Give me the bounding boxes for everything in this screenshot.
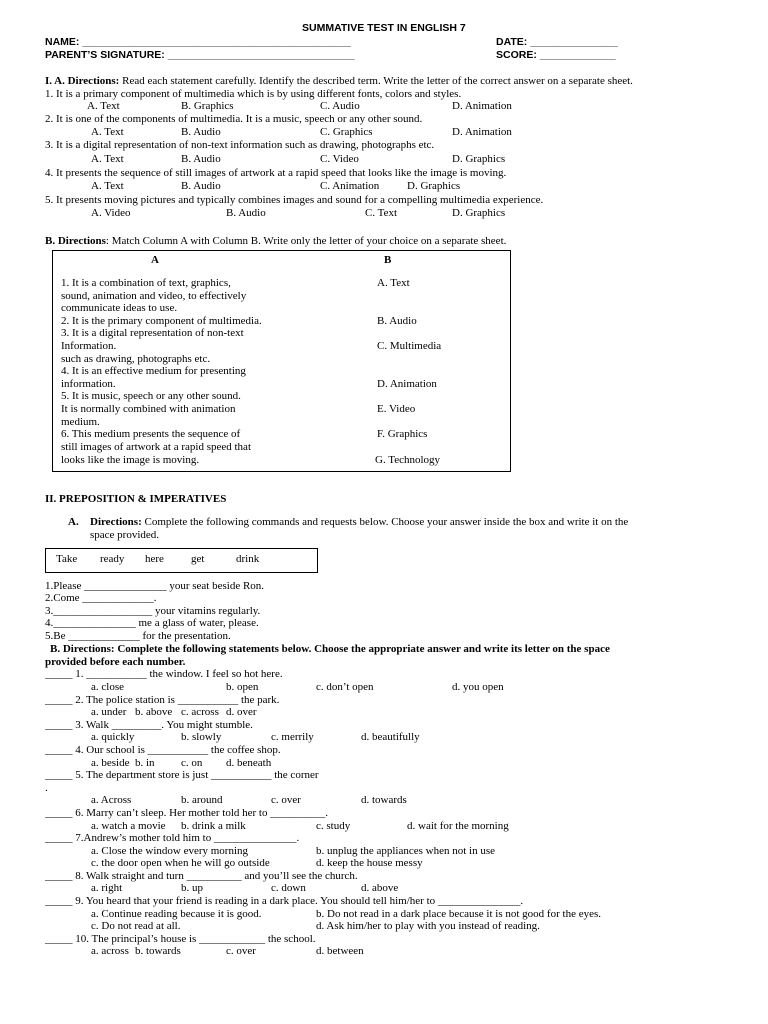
column-b-item: B. Audio <box>377 315 417 327</box>
option: B. Audio <box>181 126 221 138</box>
option: a. beside <box>91 757 130 769</box>
option: a. watch a movie <box>91 820 166 832</box>
option: B. Audio <box>181 180 221 192</box>
statement: _____ 1. ___________ the window. I feel so hot here. <box>45 668 283 680</box>
part1b-directions-text: : Match Column A with Column B. Write only the letter of your choice on a separate sheet. <box>105 235 507 247</box>
column-a-line: 2. It is the primary component of multimedia. <box>61 315 262 327</box>
part2b-directions-cont: provided before each number. <box>45 656 186 668</box>
column-a-line: such as drawing, photographs etc. <box>61 353 211 365</box>
part1a-heading: I. A. Directions: <box>45 75 120 87</box>
option: B. Audio <box>226 207 266 219</box>
column-a-line: 6. This medium presents the sequence of <box>61 428 241 440</box>
statement: _____ 6. Marry can’t sleep. Her mother told her to __________. <box>45 807 328 819</box>
option: C. Video <box>320 153 359 165</box>
option: c. the door open when he will go outside <box>91 857 270 869</box>
option: b. unplug the appliances when not in use <box>316 845 496 857</box>
part2a-directions-cont: space provided. <box>90 529 160 541</box>
part2b-heading: B. Directions <box>50 643 111 655</box>
part2b-directions <box>50 643 610 656</box>
option: b. up <box>181 882 203 894</box>
option: B. Graphics <box>181 100 234 112</box>
column-a-header: A <box>151 254 159 266</box>
option: d. keep the house messy <box>316 857 423 869</box>
word-box <box>45 548 318 573</box>
statement-cont: . <box>45 782 48 794</box>
column-a-line: 1. It is a combination of text, graphics, <box>61 277 231 289</box>
statement: _____ 4. Our school is ___________ the coffee shop. <box>45 744 281 756</box>
option: c. down <box>271 882 306 894</box>
option: a. quickly <box>91 731 135 743</box>
word-choice: drink <box>236 553 260 565</box>
word-choice: Take <box>56 553 78 565</box>
column-b-item: F. Graphics <box>377 428 428 440</box>
column-a-line: It is normally combined with animation <box>61 403 236 415</box>
fill-item: 3.__________________ your vitamins regularly. <box>45 605 261 617</box>
option: d. wait for the morning <box>407 820 509 832</box>
column-a-line: still images of artwork at a rapid speed that <box>61 441 251 453</box>
part1b-heading: B. Directions <box>45 235 106 247</box>
option: b. Do not read in a dark place because it is not good for the eyes. <box>316 908 601 920</box>
column-b-item: C. Multimedia <box>377 340 442 352</box>
question: 3. It is a digital representation of non-text information such as drawing, photographs etc. <box>45 139 435 151</box>
option: b. in <box>135 757 155 769</box>
option: C. Audio <box>320 100 360 112</box>
option: B. Audio <box>181 153 221 165</box>
page-title: SUMMATIVE TEST IN ENGLISH 7 <box>302 22 466 34</box>
option: c. don’t open <box>316 681 374 693</box>
option: A. Video <box>91 207 131 219</box>
option: D. Graphics <box>407 180 461 192</box>
option: c. over <box>226 945 256 957</box>
option: c. across <box>181 706 219 718</box>
column-a-line: communicate ideas to use. <box>61 302 178 314</box>
part1a-directions <box>45 75 633 88</box>
column-a-line: sound, animation and video, to effectively <box>61 290 247 302</box>
option: b. drink a milk <box>181 820 246 832</box>
option: c. merrily <box>271 731 314 743</box>
column-b-item: A. Text <box>377 277 410 289</box>
part2-heading: II. PREPOSITION & IMPERATIVES <box>45 493 227 505</box>
option: d. Ask him/her to play with you instead of reading. <box>316 920 540 932</box>
option: d. beneath <box>226 757 272 769</box>
option: d. above <box>361 882 399 894</box>
option: b. around <box>181 794 223 806</box>
part2a-directions-text: Complete the following commands and requests below. Choose your answer inside the box and write it on the <box>141 516 629 528</box>
column-b-item: D. Animation <box>377 378 437 390</box>
column-a-line: Information. <box>61 340 117 352</box>
option: C. Animation <box>320 180 380 192</box>
statement: _____ 2. The police station is ___________ the park. <box>45 694 280 706</box>
name-field: NAME: ______________________________________________ <box>45 36 351 48</box>
fill-item: 4._______________ me a glass of water, please. <box>45 617 259 629</box>
option: D. Animation <box>452 100 512 112</box>
word-choice: here <box>145 553 164 565</box>
option: b. open <box>226 681 259 693</box>
question: 4. It presents the sequence of still images of artwork at a rapid speed that looks like the image is moving. <box>45 167 507 179</box>
word-choice: ready <box>100 553 125 565</box>
score-field: SCORE: _____________ <box>496 49 616 61</box>
question: 5. It presents moving pictures and typically combines images and sound for a compelling multimedia experience. <box>45 194 544 206</box>
option: D. Animation <box>452 126 512 138</box>
part2b-directions-text: : Complete the following statements below. Choose the appropriate answer and write its letter on the space <box>110 643 610 655</box>
option: c. study <box>316 820 351 832</box>
question: 1. It is a primary component of multimedia which is by using different fonts, colors and styles. <box>45 88 462 100</box>
option: D. Graphics <box>452 207 506 219</box>
statement: _____ 8. Walk straight and turn __________ and you’ll see the church. <box>45 870 358 882</box>
fill-item: 5.Be _____________ for the presentation. <box>45 630 231 642</box>
option: A. Text <box>91 153 124 165</box>
fill-item: 1.Please _______________ your seat beside Ron. <box>45 580 265 592</box>
question: 2. It is one of the components of multimedia. It is a music, speech or any other sound. <box>45 113 423 125</box>
date-field: DATE: _______________ <box>496 36 618 48</box>
option: b. above <box>135 706 173 718</box>
option: a. across <box>91 945 129 957</box>
option: a. Continue reading because it is good. <box>91 908 262 920</box>
statement: _____ 3. Walk _________. You might stumble. <box>45 719 253 731</box>
column-a-line: looks like the image is moving. <box>61 454 200 466</box>
option: d. between <box>316 945 364 957</box>
column-a-line: 4. It is an effective medium for presenting <box>61 365 246 377</box>
fill-item: 2.Come _____________. <box>45 592 157 604</box>
option: a. close <box>91 681 124 693</box>
option: c. over <box>271 794 301 806</box>
part2a-directions <box>90 516 628 529</box>
option: b. slowly <box>181 731 222 743</box>
column-a-line: 3. It is a digital representation of non-text <box>61 327 244 339</box>
signature-field: PARENT’S SIGNATURE: ________________________________ <box>45 49 355 61</box>
option: a. Across <box>91 794 132 806</box>
option: d. you open <box>452 681 504 693</box>
option: d. beautifully <box>361 731 420 743</box>
option: a. Close the window every morning <box>91 845 249 857</box>
option: c. on <box>181 757 203 769</box>
statement: _____ 7.Andrew’s mother told him to _______________. <box>45 832 300 844</box>
option: a. under <box>91 706 127 718</box>
column-b-item: G. Technology <box>375 454 441 466</box>
option: d. towards <box>361 794 407 806</box>
option: d. over <box>226 706 257 718</box>
part2a-heading: Directions: <box>90 516 142 528</box>
option: A. Text <box>91 126 124 138</box>
option: A. Text <box>87 100 120 112</box>
statement: _____ 5. The department store is just ___________ the corner <box>45 769 319 781</box>
part2a-label: A. <box>68 516 79 528</box>
option: b. towards <box>135 945 181 957</box>
option: c. Do not read at all. <box>91 920 181 932</box>
column-a-line: 5. It is music, speech or any other sound. <box>61 390 241 402</box>
option: C. Graphics <box>320 126 373 138</box>
option: a. right <box>91 882 123 894</box>
statement: _____ 10. The principal’s house is ____________ the school. <box>45 933 316 945</box>
part1a-directions-text: Read each statement carefully. Identify the described term. Write the letter of the correct answer on a separate sheet. <box>122 75 633 87</box>
statement: _____ 9. You heard that your friend is reading in a dark place. You should tell him/her to _______________. <box>45 895 524 907</box>
option: C. Text <box>365 207 398 219</box>
column-a-line: information. <box>61 378 116 390</box>
column-b-item: E. Video <box>377 403 416 415</box>
option: A. Text <box>91 180 124 192</box>
part1b-directions <box>45 235 506 248</box>
column-a-line: medium. <box>61 416 100 428</box>
option: D. Graphics <box>452 153 506 165</box>
column-b-header: B <box>384 254 392 266</box>
word-choice: get <box>191 553 205 565</box>
